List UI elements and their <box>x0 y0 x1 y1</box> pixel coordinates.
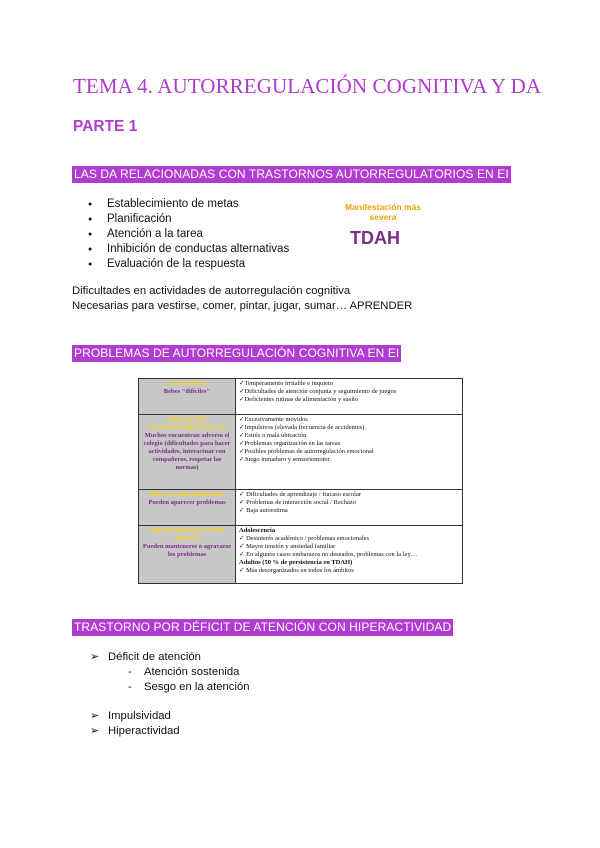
row-line: ✓Estrés o mala ubicación <box>239 432 307 440</box>
stage-label: LACTANCIA <box>167 380 207 387</box>
row-line: ✓Temperamento irritable e inquieto <box>239 380 333 387</box>
list-item: ● Inhibición de conductas alternativas <box>82 242 289 257</box>
row-line: ✓Excesivamente movidos <box>239 416 308 424</box>
stage-sublabel: Pueden aparecer problemas <box>148 498 226 506</box>
problems-table <box>138 378 463 584</box>
row-line: ✓Posibles problemas de autorregulación emocional <box>239 448 374 456</box>
row-line: ✓ Dificultades de aprendizaje / fracaso escolar <box>239 490 362 498</box>
stage-sublabel: Pueden mantenerse o agravarse los problemas <box>142 542 232 558</box>
list-item: ➢ Impulsividad <box>90 709 250 724</box>
row-line: ✓Dificultades de atención conjunta y seguimiento de juegos <box>239 388 397 395</box>
document-title: TEMA 4. AUTORREGULACIÓN COGNITIVA Y DA <box>73 74 542 98</box>
paragraph-necesarias: Necesarias para vestirse, comer, pintar, jugar, sumar… APRENDER <box>72 300 413 312</box>
row-content-cell <box>236 415 463 489</box>
row-content-cell <box>236 489 463 525</box>
tdah-label: TDAH <box>350 228 400 248</box>
list-item: ➢ Hiperactividad <box>90 724 250 739</box>
row-line: ✓ Problemas de interacción social / Rechazo <box>239 498 356 506</box>
row-line: ✓ Mayor tensión y ansiedad familiar <box>239 542 336 550</box>
list-item <box>90 650 250 695</box>
row-line: ✓ Desinterés académico / problemas emocionales <box>239 534 370 542</box>
row-content-cell <box>236 525 463 583</box>
row-content-cell <box>236 379 463 415</box>
row-line: Adultos (50 % de persistencia en TDAH) <box>239 558 353 566</box>
list-item: ● Planificación <box>82 212 289 227</box>
list-item: ● Evaluación de la respuesta <box>82 257 289 272</box>
sub-list <box>108 665 250 695</box>
paragraph-dificultades: Dificultades en actividades de autorregulación cognitiva <box>72 285 351 297</box>
table-row <box>139 415 463 489</box>
table-row <box>139 525 463 583</box>
stage-label: EDUCACIÓN PRIMARIA <box>149 490 225 498</box>
row-line: ✓Deficientes rutinas de alimentación y sueño <box>239 396 358 403</box>
row-label-cell <box>139 379 236 415</box>
part-heading: PARTE 1 <box>73 118 138 135</box>
section-heading-da-trastornos: LAS DA RELACIONADAS CON TRASTORNOS AUTORREGULATORIOS EN EI <box>74 167 509 181</box>
stage-label: EDUCACIÓN INFANTIL/PREESCOLAR <box>148 416 226 432</box>
list-item: ● Establecimiento de metas <box>82 197 289 212</box>
row-label-cell <box>139 489 236 525</box>
tdah-symptom-list <box>90 650 250 739</box>
row-line: ✓ En algunos casos embarazos no deseados, problemas con la ley… <box>239 550 418 558</box>
row-line: ✓Impulsivos (elevada frecuencia de accidentes) <box>239 424 365 432</box>
table-row <box>139 489 463 525</box>
row-line: ✓Problemas organización en las tareas <box>239 440 341 448</box>
list-item: ● Atención a la tarea <box>82 227 289 242</box>
list-spacer <box>90 695 250 709</box>
table-row <box>139 379 463 415</box>
autoregulation-list <box>82 197 289 272</box>
section-heading-tdah: TRASTORNO POR DÉFICIT DE ATENCIÓN CON HIPERACTIVIDAD <box>74 620 452 634</box>
manifestation-label: Manifestación más severa <box>344 202 422 222</box>
row-line: Adolescencia <box>239 526 276 534</box>
stage-label: ADOLESCENCIA Y VIDA ADULTA <box>149 526 225 542</box>
section-heading-problemas: PROBLEMAS DE AUTORREGULACIÓN COGNITIVA EN EI <box>74 346 400 360</box>
sub-list-item: - Atención sostenida <box>128 665 250 680</box>
row-label-cell <box>139 525 236 583</box>
row-line: ✓Juego inmaduro y sensoriomotor <box>239 456 330 464</box>
row-label-cell <box>139 415 236 489</box>
list-item-label: Déficit de atención <box>108 651 201 663</box>
stage-sublabel: Muchos encuentran adverso el colegio (dificultades para hacer actividades, interactuar con compañeros, respetar las normas) <box>143 432 231 472</box>
row-line: ✓ Más desorganizados en todos los ámbitos <box>239 566 354 574</box>
sub-list-item: - Sesgo en la atención <box>128 680 250 695</box>
row-line: ✓ Baja autoestima <box>239 506 288 514</box>
stage-sublabel: Bebes "difíciles" <box>163 388 211 395</box>
